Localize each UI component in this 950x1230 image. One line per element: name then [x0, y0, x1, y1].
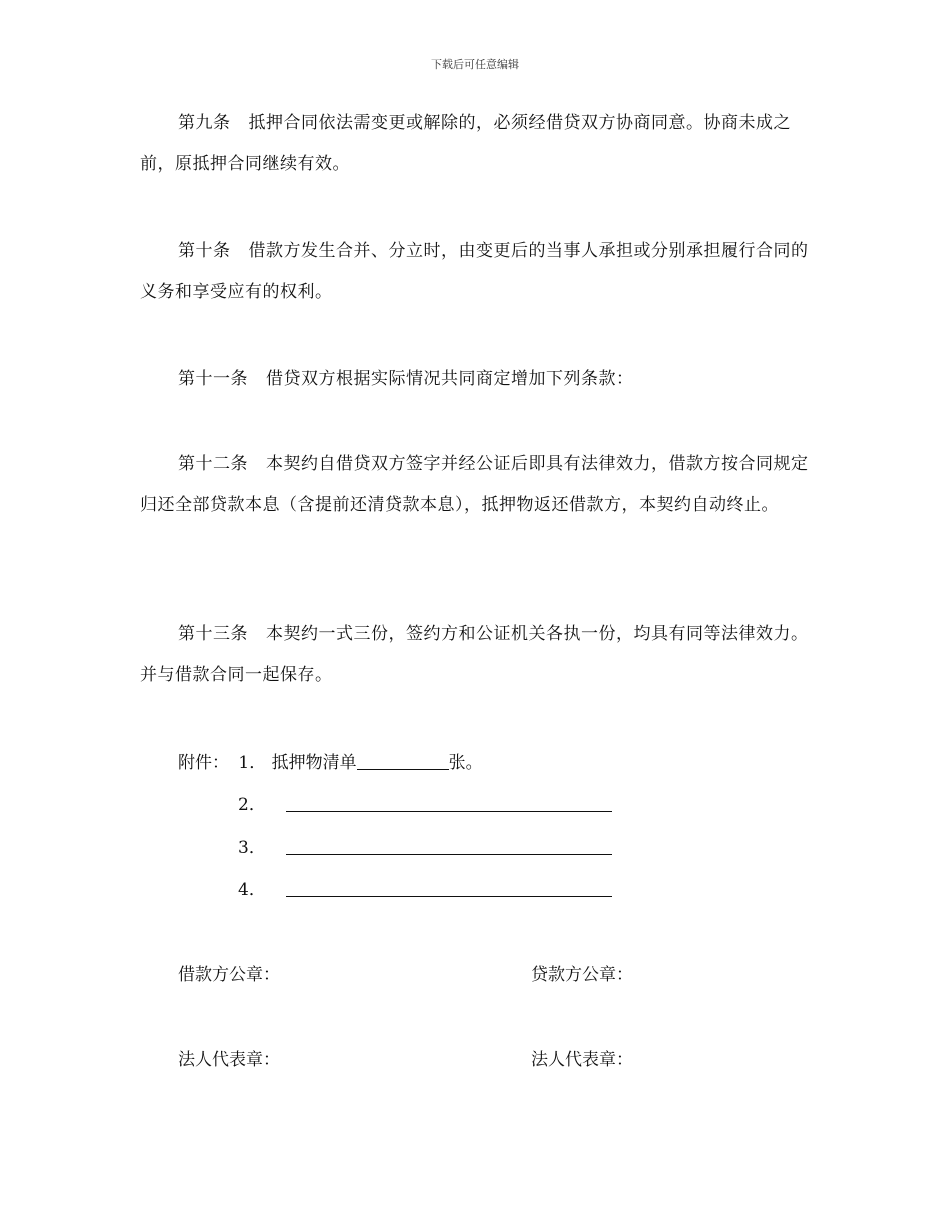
- attachment-item-1: [178, 751, 483, 775]
- article-number: 第十三条: [178, 624, 248, 644]
- attachments-label: 附件：: [178, 753, 229, 773]
- article-number: 第十二条: [178, 454, 248, 474]
- attachment-number: 2．: [238, 795, 266, 815]
- article-text: 本契约一式三份，签约方和公证机关各执一份，均具有同等法律效力。并与借款合同一起保存。: [140, 624, 809, 685]
- article-number: 第十条: [178, 241, 231, 261]
- blank-line: [357, 751, 449, 770]
- attachment-suffix: 张。: [448, 753, 483, 773]
- blank-line: [286, 836, 612, 855]
- attachment-number: 4．: [238, 880, 266, 900]
- article-number: 第十一条: [178, 369, 248, 389]
- article-text: 抵押合同依法需变更或解除的，必须经借贷双方协商同意。协商未成之前，原抵押合同继续有效。: [140, 113, 791, 174]
- article-13: [140, 614, 812, 696]
- lender-seal-label: 贷款方公章：: [531, 965, 633, 985]
- blank-line: [286, 878, 612, 897]
- attachment-item-3: [238, 836, 612, 860]
- borrower-seal-label: 借款方公章：: [178, 965, 280, 985]
- blank-line: [286, 793, 612, 812]
- attachment-item-4: [238, 878, 612, 902]
- lender-rep-label: 法人代表章：: [531, 1050, 633, 1070]
- article-text: 借贷双方根据实际情况共同商定增加下列条款：: [266, 369, 634, 389]
- article-number: 第九条: [178, 113, 231, 133]
- attachment-number: 3．: [238, 838, 266, 858]
- article-11: [140, 359, 812, 400]
- attachment-item-2: [238, 793, 612, 817]
- article-10: [140, 231, 812, 313]
- attachment-text: 抵押物清单: [271, 753, 357, 773]
- borrower-rep-label: 法人代表章：: [178, 1050, 280, 1070]
- article-9: [140, 103, 812, 185]
- attachment-number: 1．: [238, 753, 267, 773]
- article-12: [140, 444, 812, 526]
- article-text: 借款方发生合并、分立时，由变更后的当事人承担或分别承担履行合同的义务和享受应有的权利。: [140, 241, 809, 302]
- page-header-note: 下载后可任意编辑: [431, 58, 519, 71]
- article-text: 本契约自借贷双方签字并经公证后即具有法律效力，借款方按合同规定归还全部贷款本息（含提前还清贷款本息），抵押物返还借款方，本契约自动终止。: [140, 454, 809, 515]
